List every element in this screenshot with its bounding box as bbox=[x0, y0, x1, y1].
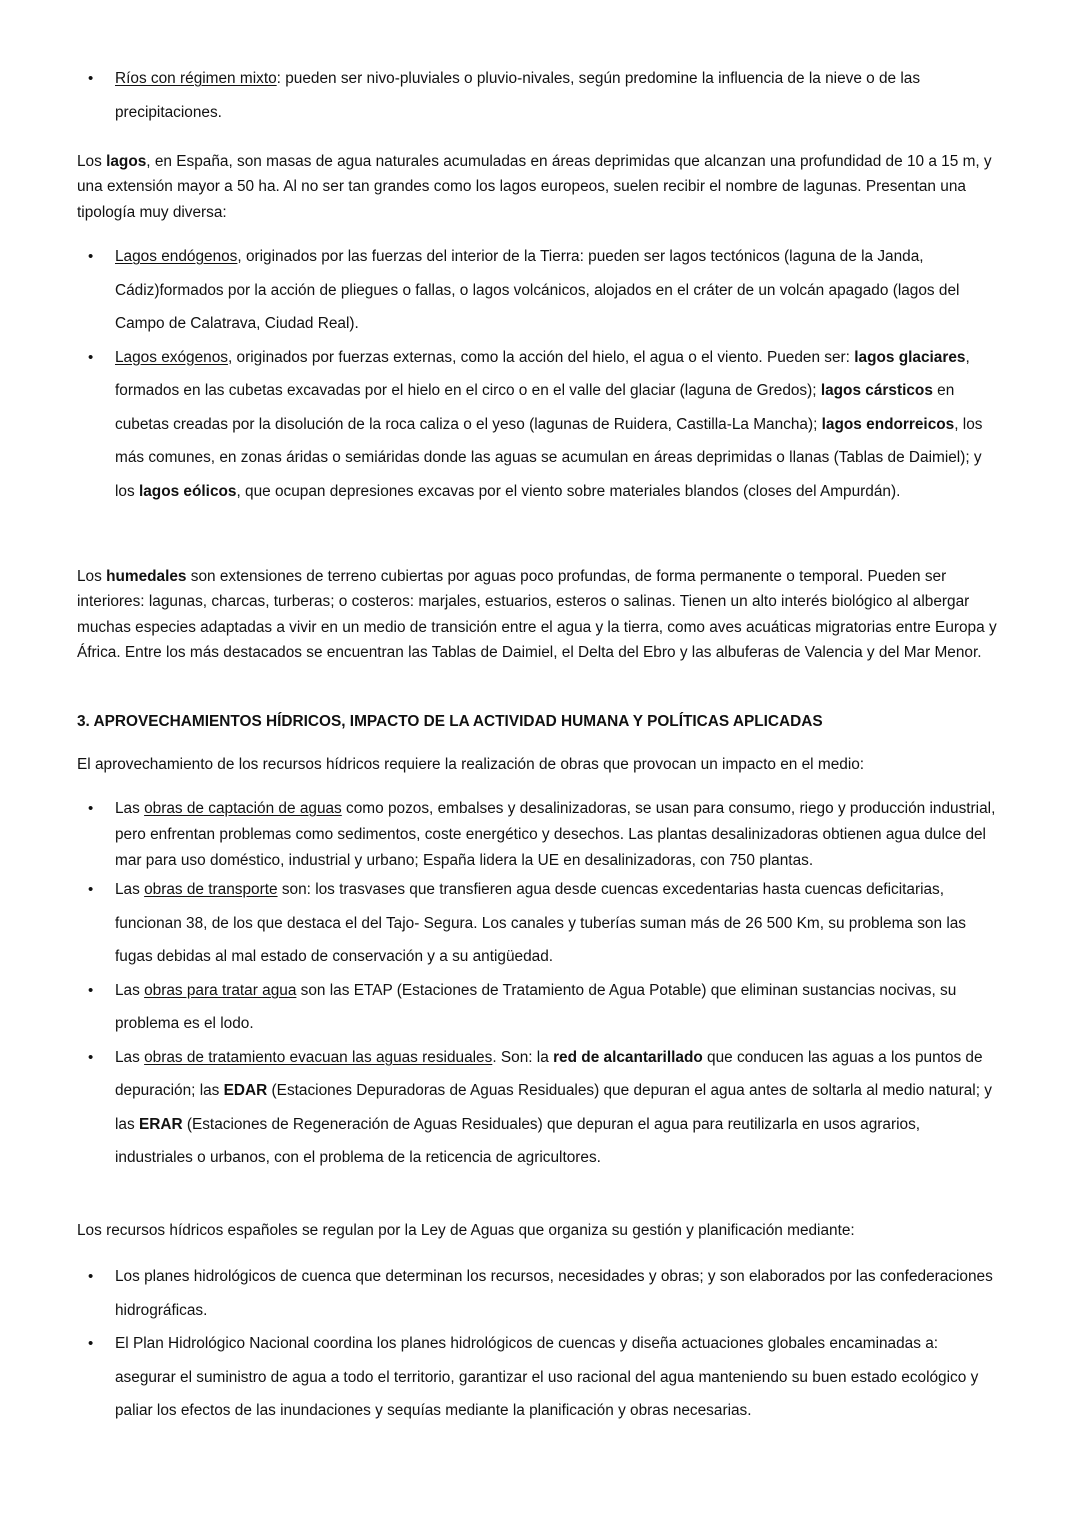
list-item bbox=[77, 974, 999, 1041]
obras-captacion-label: obras de captación de aguas bbox=[144, 800, 342, 817]
lagos-exogenos-label: Lagos exógenos bbox=[115, 348, 228, 366]
bullet-icon: • bbox=[88, 881, 94, 899]
lagos-endorreicos-term: lagos endorreicos bbox=[821, 415, 955, 433]
lagos-exogenos-t5: , que ocupan depresiones excavas por el viento sobre materiales blandos (closes del Ampurdán). bbox=[236, 482, 901, 500]
lagos-endogenos-label: Lagos endógenos bbox=[115, 248, 238, 265]
obras-list bbox=[77, 796, 999, 1175]
list-item bbox=[77, 341, 999, 509]
list-item bbox=[77, 1260, 999, 1327]
obras-tratar-label: obras para tratar agua bbox=[144, 981, 297, 999]
list-item bbox=[77, 1041, 999, 1175]
bullet-icon: • bbox=[88, 70, 94, 87]
lagos-exogenos-t3: en cubetas creadas por la disolución de la roca caliza o el yeso (lagunas de Ruidera, Castilla-La Mancha); bbox=[115, 382, 955, 433]
obras-transporte-label: obras de transporte bbox=[144, 881, 278, 899]
obras-residuales-pre: Las bbox=[115, 1048, 145, 1066]
ley-aguas-intro: Los recursos hídricos españoles se regulan por la Ley de Aguas que organiza su gestión y planificación mediante: bbox=[77, 1222, 855, 1239]
edar-term: EDAR bbox=[223, 1082, 268, 1100]
erar-term: ERAR bbox=[138, 1115, 183, 1133]
lagos-term: lagos bbox=[106, 153, 147, 170]
rios-mixto-label: Ríos con régimen mixto bbox=[115, 70, 277, 87]
plan-nacional-text: El Plan Hidrológico Nacional coordina los planes hidrológicos de cuencas y diseña actuaciones globales encaminadas a: asegurar el suministro de agua a todo el territorio, garantizar el uso racional del agua manteniendo su buen estado ecológico y paliar los efectos de las inundaciones y sequías mediante la planificación y obras necesarias. bbox=[115, 1335, 979, 1419]
list-item bbox=[77, 240, 999, 341]
obras-transporte-text: son: los trasvases que transfieren agua desde cuencas excedentarias hasta cuencas deficitarias, funcionan 38, de los que destaca el del Tajo- Segura. Los canales y tuberías suman más de 26 500 Km, su problema son las fugas debidas al mal estado de conservación y a su antigüedad. bbox=[115, 881, 966, 966]
lagos-carsticos-term: lagos cársticos bbox=[820, 382, 933, 399]
obras-residuales-t1: . Son: la bbox=[492, 1048, 554, 1066]
section-heading: 3. APROVECHAMIENTOS HÍDRICOS, IMPACTO DE LA ACTIVIDAD HUMANA Y POLÍTICAS APLICADAS bbox=[77, 713, 823, 730]
list-item bbox=[77, 873, 999, 974]
lagos-endogenos-text: , originados por las fuerzas del interior de la Tierra: pueden ser lagos tectónicos (laguna de la Janda, Cádiz)formados por la acción de pliegues o fallas, o lagos volcánicos, alojados en el cráter de un volcán apagado (lagos del Campo de Calatrava, Ciudad Real). bbox=[115, 248, 960, 332]
list-item bbox=[77, 796, 999, 873]
humedales-paragraph bbox=[77, 564, 999, 665]
humedales-text: son extensiones de terreno cubiertas por aguas poco profundas, de forma permanente o temporal. Pueden ser interiores: lagunas, charcas, turberas; o costeros: marjales, estuarios, esteros o salinas. Tienen un alto interés biológico al albergar muchas especies adaptadas a vivir en un medio de transición entre el agua y la tierra, como aves acuáticas migratorias entre Europa y África. Entre los más destacados se encuentran las Tablas de Daimiel, el Delta del Ebro y las albuferas de Valencia y del Mar Menor. bbox=[77, 568, 997, 661]
red-alcantarillado-term: red de alcantarillado bbox=[553, 1048, 703, 1066]
bullet-icon: • bbox=[88, 1268, 94, 1285]
obras-transporte-pre: Las bbox=[115, 881, 145, 899]
ley-aguas-list bbox=[77, 1260, 999, 1428]
obras-tratar-text: son las ETAP (Estaciones de Tratamiento de Agua Potable) que eliminan sustancias nocivas, su problema es el lodo. bbox=[115, 981, 957, 1033]
rios-mixto-text: : pueden ser nivo-pluviales o pluvio-nivales, según predomine la influencia de la nieve o de las precipitaciones. bbox=[115, 70, 921, 121]
lagos-list bbox=[77, 240, 999, 508]
section-intro: El aprovechamiento de los recursos hídricos requiere la realización de obras que provocan un impacto en el medio: bbox=[77, 756, 865, 773]
obras-captacion-pre: Las bbox=[115, 800, 145, 817]
obras-residuales-label: obras de tratamiento evacuan las aguas residuales bbox=[144, 1048, 493, 1066]
lagos-glaciares-term: lagos glaciares bbox=[854, 348, 966, 366]
lagos-intro-paragraph bbox=[77, 149, 999, 225]
bullet-icon: • bbox=[88, 1335, 94, 1352]
planes-cuenca-text: Los planes hidrológicos de cuenca que determinan los recursos, necesidades y obras; y son elaborados por las confederaciones hidrográficas. bbox=[115, 1268, 993, 1319]
lagos-intro-text: , en España, son masas de agua naturales acumuladas en áreas deprimidas que alcanzan una profundidad de 10 a 15 m, y una extensión mayor a 50 ha. Al no ser tan grandes como los lagos europeos, suelen recibir el nombre de lagunas. Presentan una tipología muy diversa: bbox=[77, 153, 992, 221]
obras-captacion-text: como pozos, embalses y desalinizadoras, se usan para consumo, riego y producción industrial, pero enfrentan problemas como sedimentos, coste energético y desechos. Las plantas desalinizadoras obtienen agua dulce del mar para uso doméstico, industrial y urbano; España lidera la UE en desalinizadoras, con 750 plantas. bbox=[115, 800, 996, 869]
list-item bbox=[77, 1327, 999, 1428]
obras-residuales-t4: (Estaciones de Regeneración de Aguas Residuales) que depuran el agua para reutilizarla en usos agrarios, industriales o urbanos, con el problema de la reticencia de agricultores. bbox=[115, 1115, 921, 1167]
list-item bbox=[77, 62, 999, 129]
bullet-icon: • bbox=[88, 1048, 94, 1066]
bullet-icon: • bbox=[88, 248, 94, 265]
lagos-exogenos-t4: , los más comunes, en zonas áridas o semiáridas donde las aguas se acumulan en áreas deprimidas o llanas (Tablas de Daimiel); y los bbox=[115, 415, 983, 500]
rios-list bbox=[77, 62, 999, 129]
bullet-icon: • bbox=[88, 348, 94, 366]
lagos-eolicos-term: lagos eólicos bbox=[138, 482, 237, 500]
bullet-icon: • bbox=[88, 981, 94, 999]
lagos-exogenos-t2: , formados en las cubetas excavadas por el hielo en el circo o en el valle del glaciar (laguna de Gredos); bbox=[115, 348, 970, 399]
lagos-exogenos-t1: , originados por fuerzas externas, como la acción del hielo, el agua o el viento. Pueden ser: bbox=[227, 348, 855, 366]
obras-residuales-t2: que conducen las aguas a los puntos de depuración; las bbox=[115, 1048, 983, 1100]
lagos-intro-pre: Los bbox=[77, 153, 107, 170]
obras-residuales-t3: (Estaciones Depuradoras de Aguas Residuales) que depuran el agua antes de soltarla al medio natural; y las bbox=[115, 1082, 992, 1133]
humedales-pre: Los bbox=[77, 568, 107, 585]
obras-tratar-pre: Las bbox=[115, 981, 145, 999]
bullet-icon: • bbox=[88, 800, 94, 817]
humedales-term: humedales bbox=[106, 568, 187, 585]
